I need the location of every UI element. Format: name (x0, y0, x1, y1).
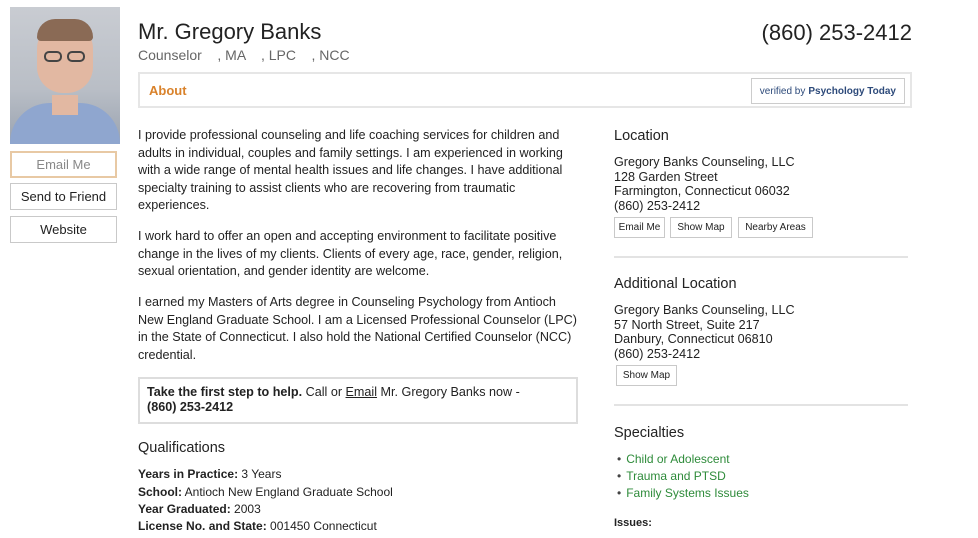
qualification-value: 001450 Connecticut (270, 519, 377, 533)
cta-phone[interactable]: (860) 253-2412 (147, 400, 234, 414)
divider (614, 404, 908, 406)
issues-heading: Issues: (614, 517, 652, 529)
nearby-areas-button[interactable]: Nearby Areas (738, 217, 813, 238)
address-phone[interactable]: (860) 253-2412 (614, 199, 701, 214)
specialties-heading: Specialties (614, 425, 685, 441)
additional-location-heading: Additional Location (614, 276, 737, 292)
additional-show-map-button[interactable]: Show Map (616, 365, 677, 386)
cta-call-or: Call or (305, 385, 343, 399)
about-tab-bar (138, 72, 912, 108)
divider (614, 256, 908, 258)
qualification-label: License No. and State: (138, 519, 267, 533)
call-to-action (138, 377, 578, 424)
photo-hair (37, 19, 93, 41)
location-address (614, 155, 795, 214)
email-me-button[interactable]: Email Me (10, 151, 117, 178)
location-heading: Location (614, 128, 669, 144)
additional-location-address (614, 303, 795, 362)
about-paragraph: I earned my Masters of Arts degree in Counseling Psychology from Antioch New England Graduate School. I am a Licensed Professional Counselor (LPC) in the State of Connecticut. I also hold the National Certified Counselor (NCC) credential. (138, 295, 577, 362)
about-paragraph: I work hard to offer an open and accepting environment to facilitate positive change in the lives of my clients. Clients of every age, race, gender, religion, sexual orientation, and gender identity are welcome. (138, 229, 563, 278)
qualification-label: School: (138, 485, 182, 499)
about-paragraph: I provide professional counseling and life coaching services for children and adults in individual, couples and family settings. I am experienced in working with a wide range of mental health issues and life changes. I have additional specialty training to assist clients who are recovering from traumatic experiences. (138, 128, 563, 212)
address-line: Gregory Banks Counseling, LLC (614, 155, 795, 169)
profile-phone[interactable]: (860) 253-2412 (761, 20, 912, 45)
specialty-item[interactable] (617, 486, 749, 500)
address-line: Gregory Banks Counseling, LLC (614, 303, 795, 317)
qualification-label: Year Graduated: (138, 502, 231, 516)
qualification-value: Antioch New England Graduate School (184, 485, 393, 499)
qualification-item (138, 519, 377, 533)
verified-prefix: verified by (759, 85, 806, 97)
qualification-value: 2003 (234, 502, 261, 516)
cta-lead: Take the first step to help. (147, 385, 303, 399)
photo-glasses-left (44, 51, 62, 62)
qualifications-heading: Qualifications (138, 440, 226, 456)
verified-badge[interactable] (751, 78, 905, 104)
specialty-label[interactable]: Family Systems Issues (626, 486, 749, 500)
specialty-label[interactable]: Trauma and PTSD (626, 469, 726, 483)
specialty-label[interactable]: Child or Adolescent (626, 452, 730, 466)
bullet: • (617, 486, 622, 500)
send-to-friend-button[interactable]: Send to Friend (10, 183, 117, 210)
address-line: 128 Garden Street (614, 169, 718, 184)
qualification-item (138, 485, 393, 499)
profile-name: Mr. Gregory Banks (138, 19, 322, 44)
qualification-item (138, 467, 281, 481)
bullet: • (617, 469, 622, 483)
qualification-item (138, 502, 261, 516)
specialty-item[interactable] (617, 452, 730, 466)
address-phone[interactable]: (860) 253-2412 (614, 347, 701, 362)
verified-brand: Psychology Today (808, 85, 896, 97)
address-line: Danbury, Connecticut 06810 (614, 332, 773, 347)
address-line: 57 North Street, Suite 217 (614, 317, 760, 332)
cta-tail: Mr. Gregory Banks now - (380, 385, 520, 399)
bullet: • (617, 452, 622, 466)
address-line: Farmington, Connecticut 06032 (614, 184, 790, 199)
tab-about[interactable]: About (149, 83, 187, 98)
profile-photo (10, 7, 120, 144)
profile-credentials: Counselor , MA , LPC , NCC (138, 47, 350, 63)
website-button[interactable]: Website (10, 216, 117, 243)
photo-neck (52, 95, 78, 115)
specialty-item[interactable] (617, 469, 726, 483)
location-email-button[interactable]: Email Me (614, 217, 665, 238)
qualification-value: 3 Years (241, 467, 282, 481)
photo-glasses-right (67, 51, 85, 62)
cta-email-link[interactable]: Email (345, 385, 378, 399)
qualification-label: Years in Practice: (138, 467, 239, 481)
location-show-map-button[interactable]: Show Map (670, 217, 732, 238)
